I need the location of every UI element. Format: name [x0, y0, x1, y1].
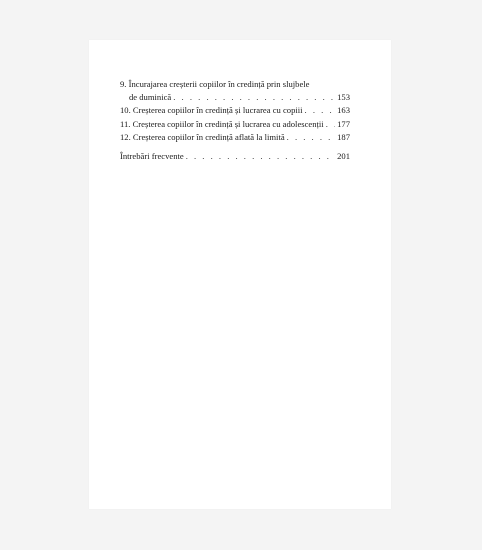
toc-leader-dots [186, 150, 335, 163]
book-page [89, 40, 391, 509]
table-of-contents [120, 78, 350, 163]
toc-page-number: 187 [337, 131, 350, 142]
toc-entry-9 [120, 78, 350, 104]
toc-entry-title: 10. Creșterea copiilor în credință și lucrarea cu copiii [120, 105, 303, 116]
toc-entry-11 [120, 118, 350, 131]
toc-entry-10 [120, 104, 350, 117]
toc-entry-faq [120, 150, 350, 163]
toc-page-number: 163 [337, 105, 350, 116]
toc-entry-title-line1: 9. Încurajarea creșterii copiilor în credință prin slujbele [120, 79, 310, 89]
toc-page-number: 153 [337, 92, 350, 103]
toc-entry-title: 11. Creșterea copiilor în credință și lucrarea cu adolescenții [120, 118, 324, 129]
toc-entry-title: Întrebări frecvente [120, 151, 184, 162]
toc-leader-dots [326, 118, 335, 131]
toc-page-number: 177 [337, 118, 350, 129]
toc-leader-dots [305, 104, 336, 117]
toc-entry-title: 12. Creșterea copiilor în credință aflată la limită [120, 131, 285, 142]
toc-entry-title-line2: de duminică [129, 92, 172, 103]
toc-page-number: 201 [337, 151, 350, 162]
toc-leader-dots [173, 91, 335, 104]
toc-leader-dots [287, 131, 335, 144]
toc-entry-line2 [120, 91, 350, 104]
toc-entry-12 [120, 131, 350, 144]
